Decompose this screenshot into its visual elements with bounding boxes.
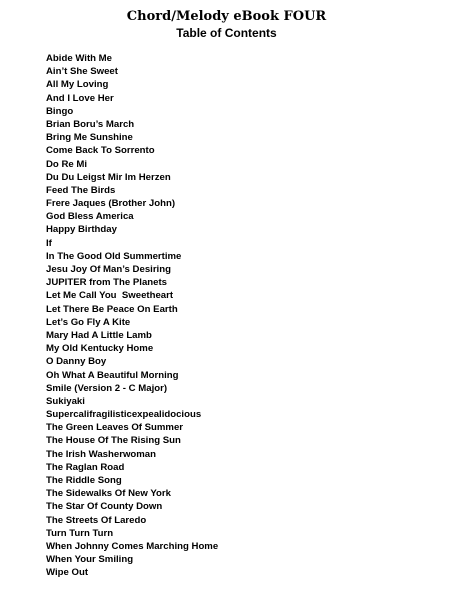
toc-entry: Ain’t She Sweet xyxy=(46,66,118,78)
toc-entry: JUPITER from The Planets xyxy=(46,277,168,289)
toc-entry: Let Me Call You Sweetheart xyxy=(46,290,174,302)
toc-entry: Happy Birthday xyxy=(46,224,117,236)
toc-entry: Du Du Leigst Mir Im Herzen xyxy=(46,171,171,183)
toc-entry: Turn Turn Turn xyxy=(46,527,114,539)
toc-entry: Brian Boru’s March xyxy=(46,118,135,130)
table-of-contents-list xyxy=(46,52,218,580)
toc-entry: Bring Me Sunshine xyxy=(46,132,133,144)
toc-entry: Let There Be Peace On Earth xyxy=(46,303,178,315)
toc-entry: In The Good Old Summertime xyxy=(46,250,182,262)
toc-entry: The Riddle Song xyxy=(46,475,122,486)
toc-entry: The Sidewalks Of New York xyxy=(46,488,171,500)
toc-entry: All My Loving xyxy=(46,79,109,91)
toc-entry: Do Re Mi xyxy=(46,158,88,170)
toc-entry: Mary Had A Little Lamb xyxy=(46,329,152,341)
toc-entry: Oh What A Beautiful Morning xyxy=(46,369,179,381)
toc-entry: Sukiyaki xyxy=(46,395,85,407)
toc-entry: The Raglan Road xyxy=(46,461,125,473)
toc-entry: Let’s Go Fly A Kite xyxy=(46,316,131,328)
toc-entry: Frere Jaques (Brother John) xyxy=(46,198,176,210)
toc-entry: God Bless America xyxy=(46,211,134,223)
toc-entry: When Johnny Comes Marching Home xyxy=(46,540,219,552)
toc-entry: If xyxy=(46,237,52,249)
document-subtitle: Table of Contents xyxy=(176,26,277,40)
toc-entry: The Irish Washerwoman xyxy=(46,448,156,460)
toc-entry: My Old Kentucky Home xyxy=(46,343,154,355)
toc-entry: Feed The Birds xyxy=(46,184,116,196)
toc-entry: The House Of The Rising Sun xyxy=(46,435,181,447)
toc-entry: Jesu Joy Of Man’s Desiring xyxy=(46,264,171,275)
toc-entry: Come Back To Sorrento xyxy=(46,145,155,157)
toc-entry: When Your Smiling xyxy=(46,554,134,566)
toc-entry: Smile (Version 2 - C Major) xyxy=(46,382,168,394)
toc-entry: And I Love Her xyxy=(46,92,114,104)
toc-entry: The Green Leaves Of Summer xyxy=(46,422,184,434)
toc-entry: Bingo xyxy=(46,105,74,117)
document-title: Chord/Melody eBook FOUR xyxy=(126,9,327,24)
toc-entry: Wipe Out xyxy=(46,567,89,579)
toc-entry: The Star Of County Down xyxy=(46,501,163,513)
toc-entry: Supercalifragilisticexpealidocious xyxy=(46,409,202,421)
toc-entry: Abide With Me xyxy=(46,53,112,64)
toc-entry: The Streets Of Laredo xyxy=(46,514,147,526)
toc-entry: O Danny Boy xyxy=(46,356,107,368)
